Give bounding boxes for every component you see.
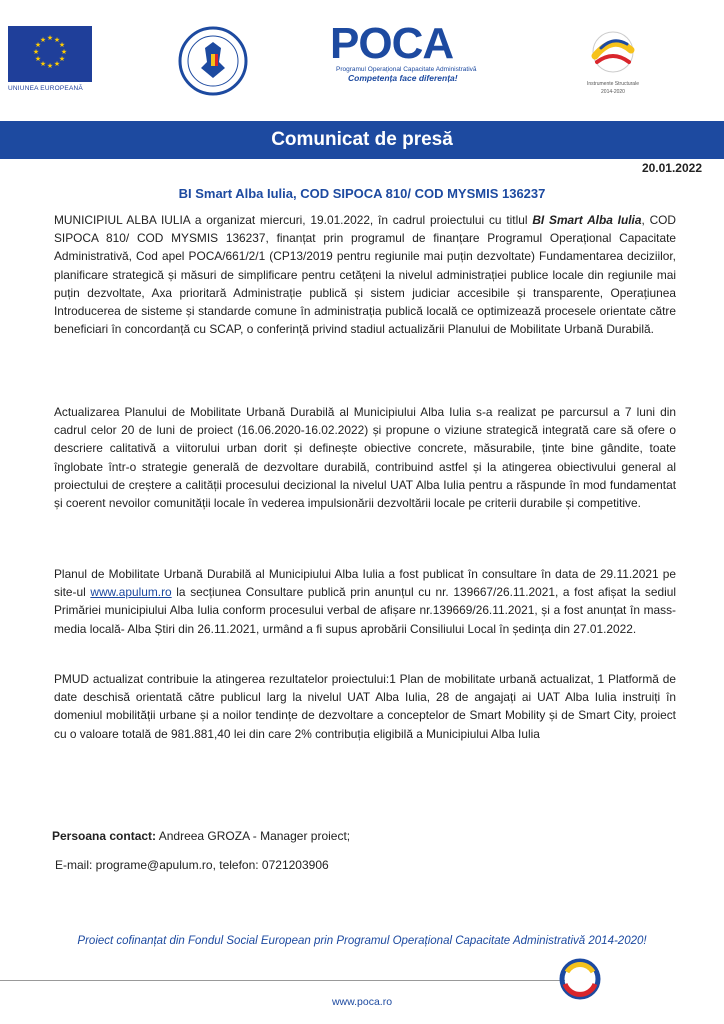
- apulum-link[interactable]: www.apulum.ro: [90, 585, 172, 600]
- svg-text:★: ★: [39, 36, 47, 44]
- is-caption-2: 2014-2020: [601, 89, 625, 95]
- eu-flag-icon: [8, 26, 92, 82]
- structural-instruments-logo: [578, 26, 648, 98]
- press-release-banner: Comunicat de presă: [0, 121, 724, 159]
- footer-divider: [0, 980, 565, 981]
- p1-text-c: , COD SIPOCA 810/ COD MYSMIS 136237, finanțat prin programul de finanțare Programul Operațional Capacitate Administrativă, Cod apel POCA/661/2/1 (CP13/2019 pentru regiunile mai puțin dezvoltate) Fundamentarea deciziilor, planificare strategică și măsuri de simplificare pentru cetățeni la nivelul administrației publice locale din regiunile mai puțin dezvoltate, Axa prioritară Administrație publică și sistem judiciar accesibile și transparente, Operațiunea Introducerea de sisteme și standarde comune în administrația publică locală ce optimizează procesele orientate către beneficiari în concordanță cu SCAP, o conferință privind stadiul actualizării Planului de Mobilitate Urbană Durabilă.: [54, 213, 677, 337]
- release-title: BI Smart Alba Iulia, COD SIPOCA 810/ COD MYSMIS 136237: [178, 186, 546, 201]
- p1-text-a: MUNICIPIUL ALBA IULIA a organizat miercuri, 19.01.2022, în cadrul proiectului cu titlul: [54, 213, 533, 227]
- structural-instruments-emblem-icon: [583, 26, 643, 74]
- p3-text-a: Planul de Mobilitate Urbană Durabilă al Municipiului Alba Iulia a fost publicat în consultare în data de 29.11.2021 pe site-ul: [54, 567, 676, 600]
- footer-url[interactable]: www.poca.ro: [331, 996, 393, 1008]
- poca-program-caption: Programul Operațional Capacitate Administrativă: [336, 66, 477, 73]
- svg-text:★: ★: [60, 48, 68, 56]
- svg-text:★: ★: [39, 60, 47, 68]
- government-seal-logo: [178, 26, 248, 96]
- eu-caption: UNIUNEA EUROPEANĂ: [8, 85, 83, 92]
- svg-text:★: ★: [34, 55, 42, 63]
- paragraph-4: PMUD actualizat contribuie la atingerea rezultatelor proiectului:1 Plan de mobilitate urbană actualizat, 1 Platformă de date deschisă orientată către publicul larg la nivelul UAT Alba Iulia, 28 de angajați ai UAT Alba Iulia instruiți în domeniul mobilității urbane și a noilor tendințe de dezvoltare a conceptelor de Smart Mobility și de Smart City, proiect cu o valoare totală de 981.881,40 lei din care 2% contribuția eligibilă a Municipiului Alba Iulia: [54, 672, 676, 741]
- poca-slogan: Competența face diferența!: [348, 73, 458, 83]
- svg-text:★: ★: [46, 62, 54, 70]
- paragraph-3: [54, 565, 676, 638]
- svg-text:★: ★: [58, 41, 66, 49]
- logo-header: [0, 0, 724, 110]
- release-date: 20.01.2022: [641, 161, 702, 175]
- svg-text:★: ★: [46, 34, 54, 42]
- eu-logo: [8, 26, 98, 92]
- svg-text:★: ★: [32, 48, 40, 56]
- paragraph-2: Actualizarea Planului de Mobilitate Urbană Durabilă al Municipiului Alba Iulia s-a realizat pe parcursul a 7 luni din cadrul celor 20 de luni de proiect (16.06.2020-16.02.2022) și propune o viziune strategică integrată care să ofere o descriere calitativă a viitorului urban dorit și definește obiective concrete, măsurabile, ținte bine gândite, toate înglobate într-o strategie generală de dezvoltare durabilă, contribuind astfel și la atingerea obiectivului general al proiectului de creștere a calității procesului decizional la nivelul UAT Alba Iulia pentru a răspunde în mod fundamentat și coerent nevoilor comunității locale în vederea impulsionării dezvoltării locale pe criterii durabile și competitive.: [54, 405, 676, 511]
- contact-person: [52, 829, 350, 843]
- svg-text:★: ★: [53, 60, 61, 68]
- contact-name: Andreea GROZA - Manager proiect;: [156, 829, 351, 843]
- svg-text:★: ★: [34, 41, 42, 49]
- paragraph-1: [54, 211, 676, 338]
- poca-wordmark: POCA: [330, 19, 454, 68]
- svg-text:★: ★: [53, 36, 61, 44]
- svg-text:★: ★: [58, 55, 66, 63]
- contact-label: Persoana contact:: [52, 829, 157, 843]
- project-name: BI Smart Alba Iulia: [532, 213, 642, 227]
- funding-note: Proiect cofinanțat din Fondul Social European prin Programul Operațional Capacitate Administrativă 2014-2020!: [77, 935, 647, 947]
- p3-text-b: la secțiunea Consultare publică prin anunțul cu nr. 139667/26.11.2021, a fost afișat la sediul Primăriei municipiului Alba Iulia conform procesului verbal de afișare nr.139669/26.11.2021, și a fost anunțat în mass-media locală- Alba Știri din 26.11.2021, urmând a fi supus aprobării Consiliului Local în ședința din 27.01.2022.: [54, 585, 676, 636]
- contact-details: E-mail: programe@apulum.ro, telefon: 0721203906: [55, 858, 329, 872]
- is-caption-1: Instrumente Structurale: [587, 81, 639, 87]
- poca-logo: [330, 19, 490, 102]
